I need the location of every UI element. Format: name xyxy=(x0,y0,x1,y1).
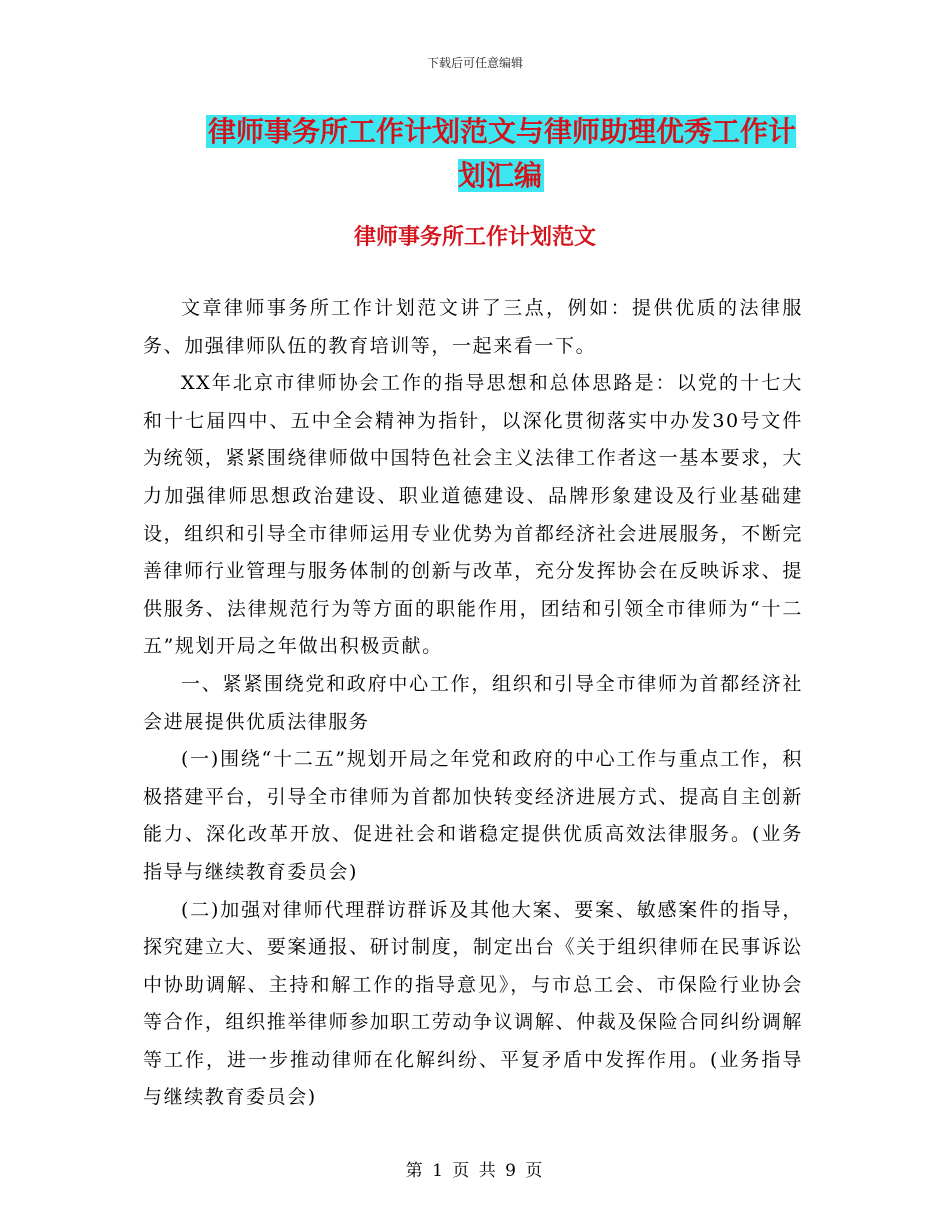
paragraph-heading-one: 一、紧紧围绕党和政府中心工作，组织和引导全市律师为首都经济社会进展提供优质法律服务 xyxy=(143,672,803,733)
header-note: 下载后可任意编辑 xyxy=(426,56,523,70)
page-footer: 第 1 页 共 9 页 xyxy=(405,1161,545,1181)
section-title: 律师事务所工作计划范文 xyxy=(353,224,596,250)
paragraph-item-two: (二)加强对律师代理群访群诉及其他大案、要案、敏感案件的指导，探究建立大、要案通报、研讨制度，制定出台《关于组织律师在民事诉讼中协助调解、主持和解工作的指导意见》，与市总工会、市保险行业协会等合作，组织推举律师参加职工劳动争议调解、仲裁及保险合同纠纷调解等工作，进一步推动律师在化解纠纷、平复矛盾中发挥作用。(业务指导与继续教育委员会) xyxy=(143,898,803,1109)
body-text xyxy=(143,290,803,1117)
main-title xyxy=(196,110,806,198)
paragraph-item-one: (一)围绕“十二五”规划开局之年党和政府的中心工作与重点工作，积极搭建平台，引导全市律师为首都加快转变经济进展方式、提高自主创新能力、深化改革开放、促进社会和谐稳定提供优质高效法律服务。(业务指导与继续教育委员会) xyxy=(143,748,803,883)
paragraph-intro: 文章律师事务所工作计划范文讲了三点，例如：提供优质的法律服务、加强律师队伍的教育培训等，一起来看一下。 xyxy=(143,297,803,357)
main-title-text: 律师事务所工作计划范文与律师助理优秀工作计划汇编 xyxy=(207,115,796,192)
paragraph-guiding-thought: XX年北京市律师协会工作的指导思想和总体思路是：以党的十七大和十七届四中、五中全会精神为指针，以深化贯彻落实中办发30号文件为统领，紧紧围绕律师做中国特色社会主义法律工作者这一基本要求，大力加强律师思想政治建设、职业道德建设、品牌形象建设及行业基础建设，组织和引导全市律师运用专业优势为首都经济社会进展服务，不断完善律师行业管理与服务体制的创新与改革，充分发挥协会在反映诉求、提供服务、法律规范行为等方面的职能作用，团结和引领全市律师为“十二五”规划开局之年做出积极贡献。 xyxy=(143,372,803,658)
